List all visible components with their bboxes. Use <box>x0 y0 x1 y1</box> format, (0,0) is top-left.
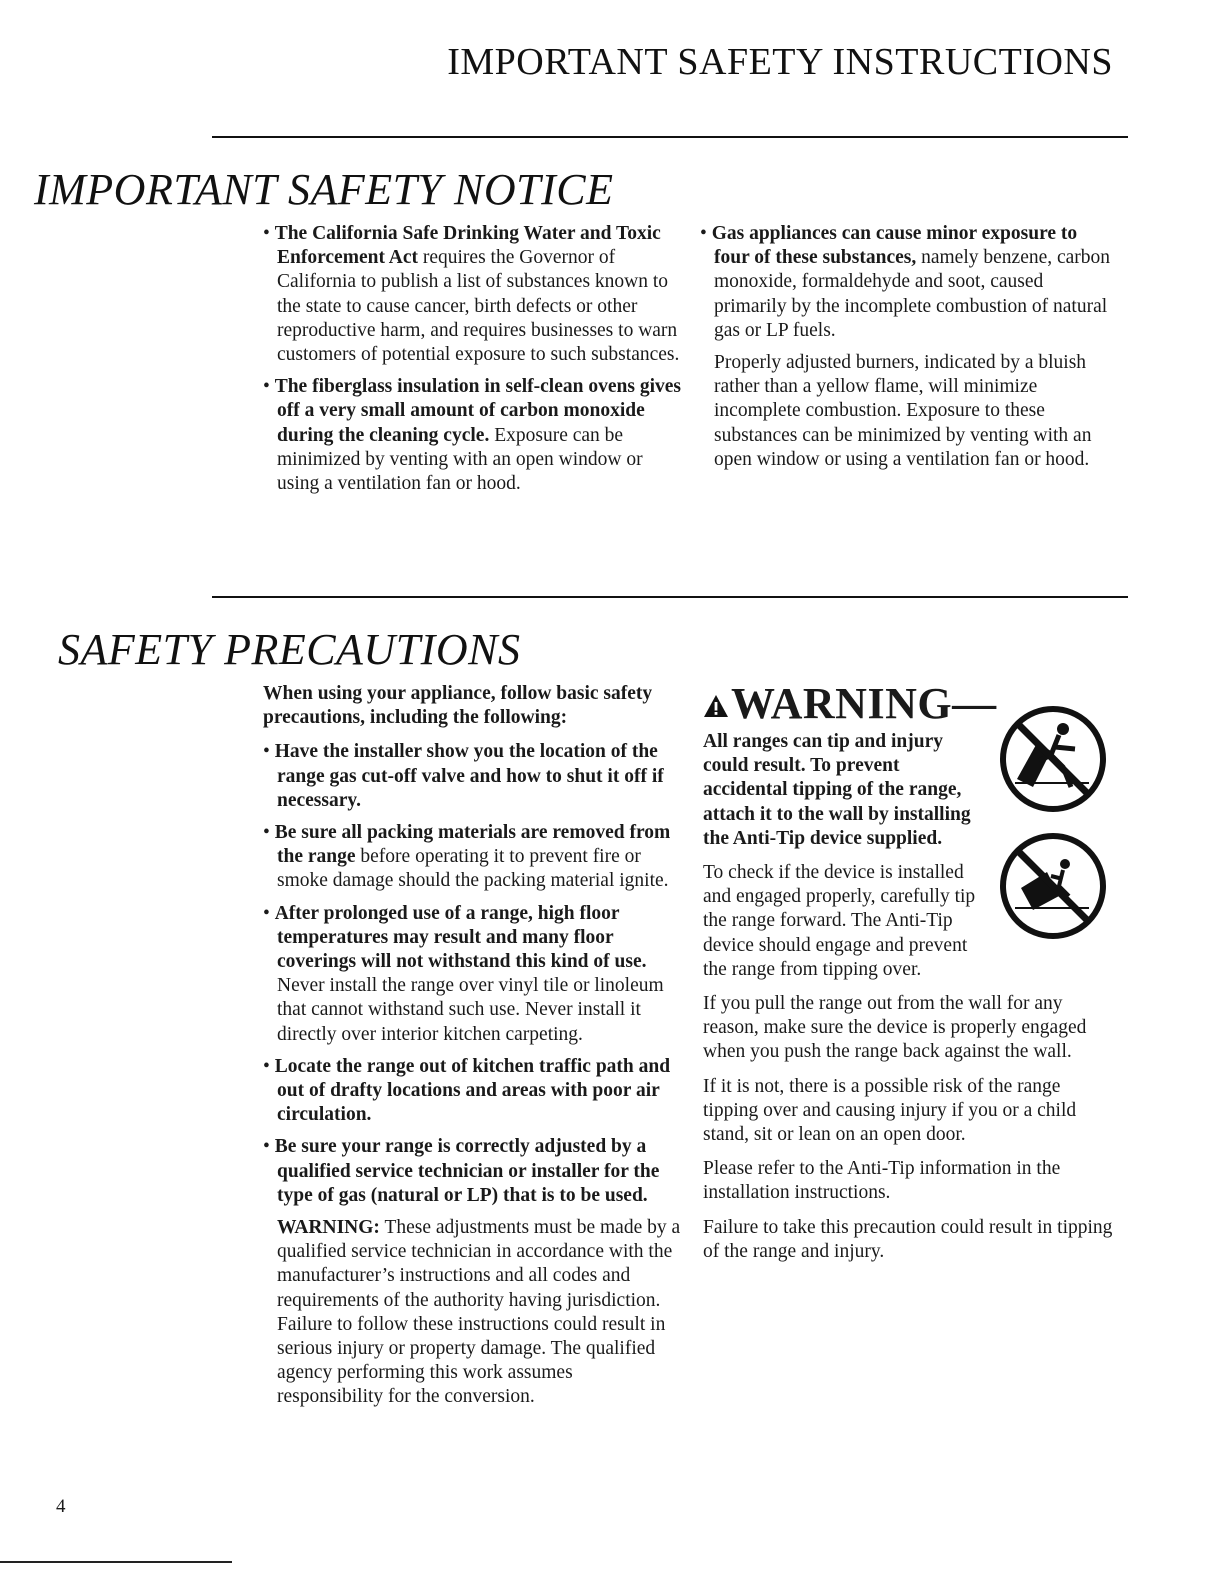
warning-paragraph: To check if the device is installed and engaged properly, carefully tip the range forward. The Anti-Tip device should engage and prevent the range from tipping over. <box>703 862 976 980</box>
precautions-column <box>263 682 683 1418</box>
notice-item: • The fiberglass insulation in self-clean ovens gives off a very small amount of carbon monoxide during the cleaning cycle. Exposure can be minimized by venting with an open window or using a ventilation fan or hood. <box>263 376 681 495</box>
conversion-warning-paragraph: WARNING: These adjustments must be made by a qualified service technician in accordance with the manufacturer’s instructions and all codes and requirements of the authority having jurisdiction. Failure to follow these instructions could result in serious injury or property damage. The qualified agency performing this work assumes responsibility for the conversion. <box>277 1217 681 1408</box>
warning-triangle-icon <box>703 682 729 726</box>
precautions-title: SAFETY PRECAUTIONS <box>58 625 521 674</box>
no-tipping-range-icon <box>997 830 1109 947</box>
footer-rule <box>0 1561 232 1563</box>
top-divider <box>212 136 1128 138</box>
middle-divider <box>212 596 1128 598</box>
precautions-intro: When using your appliance, follow basic safety precautions, including the following: <box>263 683 653 729</box>
notice-title: IMPORTANT SAFETY NOTICE <box>34 165 614 214</box>
warning-paragraph: Please refer to the Anti-Tip information in the installation instructions. <box>703 1158 1061 1204</box>
notice-item: • Gas appliances can cause minor exposure to four of these substances, namely benzene, carbon monoxide, formaldehyde and soot, caused primarily by the incomplete combustion of natural gas or LP fuels. <box>700 223 1111 341</box>
warning-paragraph: If it is not, there is a possible risk of the range tipping over and causing injury if you or a child stand, sit or lean on an open door. <box>703 1075 1077 1146</box>
notice-paragraph: Properly adjusted burners, indicated by a bluish rather than a yellow flame, will minimize incomplete combustion. Exposure to these substances can be minimized by venting with an open window or using a ventilation fan or hood. <box>714 352 1092 470</box>
precaution-item: • Be sure all packing materials are removed from the range before operating it to prevent fire or smoke damage should the packing material ignite. <box>263 822 671 892</box>
page-header-title: IMPORTANT SAFETY INSTRUCTIONS <box>447 41 1113 83</box>
notice-right-column <box>700 222 1112 480</box>
warning-bold-text: All ranges can tip and injury could result. To prevent accidental tipping of the range, attach it to the wall by installing the Anti-Tip device supplied. <box>703 731 971 849</box>
precaution-item: • Locate the range out of kitchen traffic path and out of drafty locations and areas with poor air circulation. <box>263 1055 671 1126</box>
notice-item: • The California Safe Drinking Water and Toxic Enforcement Act requires the Governor of California to publish a list of substances known to the state to cause cancer, birth defects or other reproductive harm, and requires businesses to warn customers of potential exposure to such substances. <box>263 223 680 366</box>
notice-left-column <box>263 222 683 504</box>
precaution-item: • After prolonged use of a range, high floor temperatures may result and many floor coverings will not withstand this kind of use. Never install the range over vinyl tile or linoleum that cannot withstand such use. Never install it directly over interior kitchen carpeting. <box>263 902 664 1045</box>
warning-paragraph: Failure to take this precaution could result in tipping of the range and injury. <box>703 1216 1113 1262</box>
precaution-item: • Be sure your range is correctly adjusted by a qualified service technician or installer for the type of gas (natural or LP) that is to be used. <box>263 1136 660 1206</box>
warning-paragraph: If you pull the range out from the wall for any reason, make sure the device is properly engaged when you push the range back against the wall. <box>703 993 1087 1063</box>
precaution-item: • Have the installer show you the location of the range gas cut-off valve and how to shut it off if necessary. <box>263 741 664 811</box>
warning-heading: WARNING— <box>703 682 1123 726</box>
page-number: 4 <box>56 1496 66 1517</box>
no-climbing-on-door-icon <box>997 703 1109 820</box>
